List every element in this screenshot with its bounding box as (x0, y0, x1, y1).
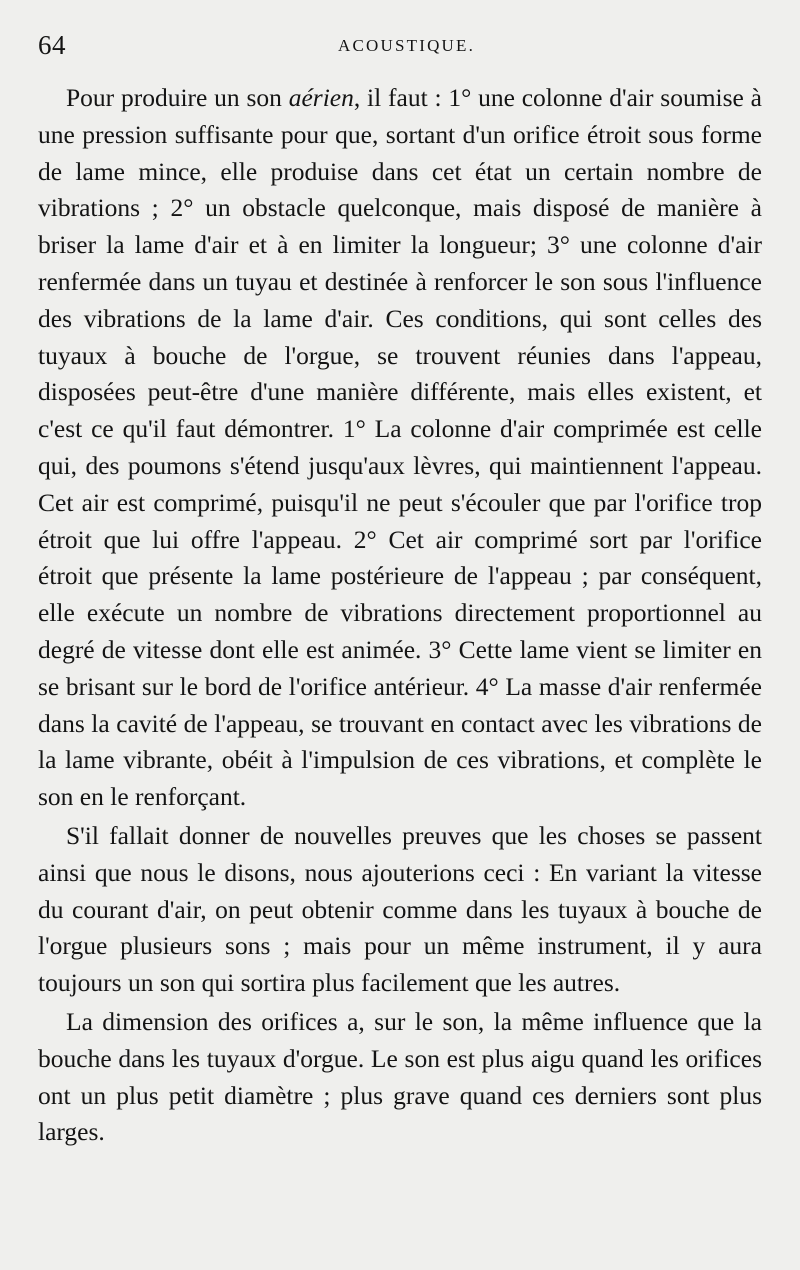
running-title: ACOUSTIQUE. (338, 36, 476, 55)
paragraph-3: La dimension des orifices a, sur le son, la même influence que la bouche dans les tuyaux d'orgue. Le son est plus aigu quand les orifices ont un plus petit diamètre ; plus grave quand ces derniers sont plus larges. (38, 1006, 762, 1147)
paragraph-1-emphasis: aérien (288, 83, 354, 112)
page-number: 64 (38, 30, 66, 60)
paragraph-1 (38, 80, 762, 816)
paragraph-1-rest: , il faut : 1° une colonne d'air soumise à une pression suffisante pour que, sortant d'un orifice étroit sous forme de lame mince, elle produise dans cet état un certain nombre de vibrations ; 2° un obstacle quelconque, mais disposé de manière à briser la lame d'air et à en limiter la longueur; 3° une colonne d'air renfermée dans un tuyau et destinée à renforcer le son sous l'influence des vibrations de la lame d'air. Ces conditions, qui sont celles des tuyaux à bouche de l'orgue, se trouvent réunies dans l'appeau, disposées peut-être d'une manière différente, mais elles existent, et c'est ce qu'il faut démontrer. 1° La colonne d'air comprimée est celle qui, des poumons s'étend jusqu'aux lèvres, qui maintiennent l'appeau. Cet air est comprimé, puisqu'il ne peut s'écouler que par l'orifice trop étroit que lui offre l'appeau. 2° Cet air comprimé sort par l'orifice étroit que présente la lame postérieure de l'appeau ; par conséquent, elle exécute un nombre de vibrations directement proportionnel au degré de vitesse dont elle est animée. 3° Cette lame vient se limiter en se brisant sur le bord de l'orifice antérieur. 4° La masse d'air renfermée dans la cavité de l'appeau, se trouvant en contact avec les vibrations de la lame vibrante, obéit à l'impulsion de ces vibrations, et complète le son en le renforçant. (38, 83, 762, 812)
paragraph-1-lead: Pour produire un son (66, 83, 289, 112)
body-text (38, 80, 762, 1151)
running-head (38, 26, 762, 66)
paragraph-2: S'il fallait donner de nouvelles preuves que les choses se passent ainsi que nous le disons, nous ajouterions ceci : En variant la vitesse du courant d'air, on peut obtenir comme dans les tuyaux à bouche de l'orgue plusieurs sons ; mais pour un même instrument, il y aura toujours un son qui sortira plus facilement que les autres. (38, 820, 762, 998)
